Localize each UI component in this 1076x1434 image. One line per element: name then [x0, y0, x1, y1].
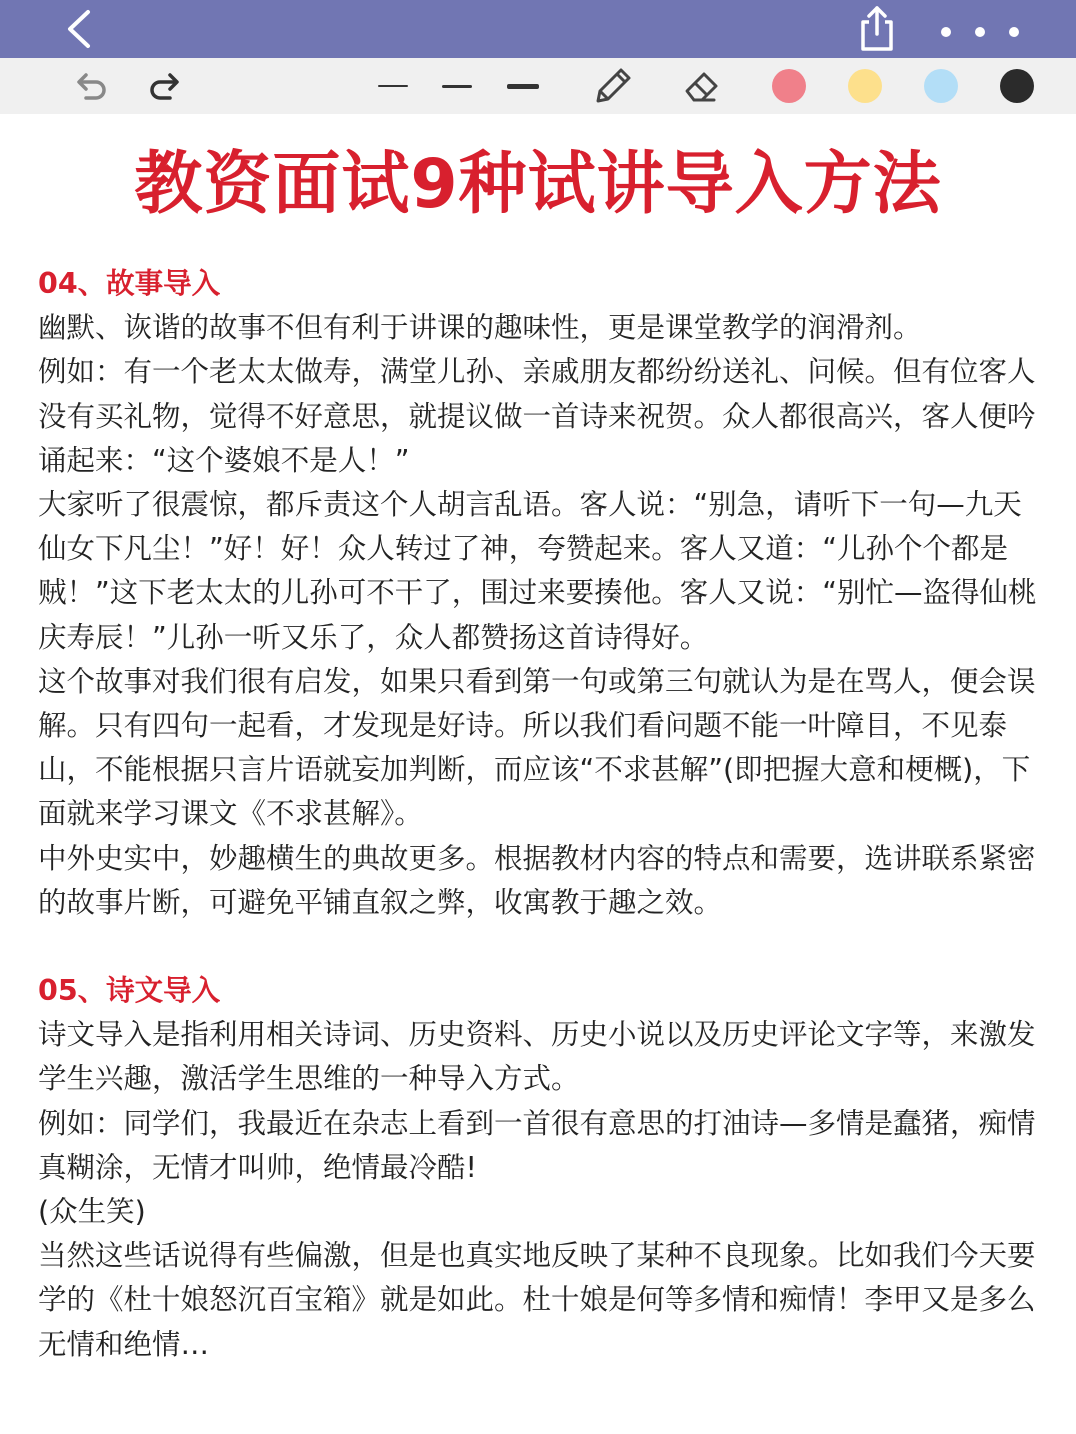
color-swatch-yellow-dot: [848, 69, 882, 103]
share-icon: [852, 2, 902, 54]
redo-icon: [146, 66, 186, 106]
redo-button[interactable]: [142, 58, 190, 114]
paragraph: 例如：有一个老太太做寿，满堂儿孙、亲戚朋友都纷纷送礼、问候。但有位客人没有买礼物，觉得不好意思，就提议做一首诗来祝贺。众人都很高兴，客人便吟诵起来：“这个婆娘不是人！”: [38, 355, 1036, 477]
paragraph: 当然这些话说得有些偏激，但是也真实地反映了某种不良现象。比如我们今天要学的《杜十娘怒沉百宝箱》就是如此。杜十娘是何等多情和痴情！李甲又是多么无情和绝情…: [38, 1239, 1036, 1361]
color-swatch-blue[interactable]: [922, 58, 960, 114]
chevron-left-icon: [58, 6, 102, 52]
color-swatch-black[interactable]: [998, 58, 1036, 114]
annotation-toolbar: [0, 58, 1076, 114]
more-dots-icon: [932, 14, 1032, 44]
share-button[interactable]: [852, 2, 902, 54]
stroke-thick-button[interactable]: [506, 58, 540, 114]
stroke-thin-icon: [378, 85, 408, 87]
color-swatch-pink[interactable]: [770, 58, 808, 114]
pen-button[interactable]: [588, 58, 638, 114]
stroke-thin-button[interactable]: [376, 58, 410, 114]
undo-button[interactable]: [66, 58, 114, 114]
paragraph: 这个故事对我们很有启发，如果只看到第一句或第三句就认为是在骂人，便会误解。只有四句一起看，才发现是好诗。所以我们看问题不能一叶障目，不见泰山，不能根据只言片语就妄加判断，而应该“不求甚解”(即把握大意和梗概)，下面就来学习课文《不求甚解》。: [38, 664, 1036, 831]
back-button[interactable]: [58, 6, 102, 52]
color-swatch-yellow[interactable]: [846, 58, 884, 114]
top-bar: [0, 0, 1076, 58]
more-button[interactable]: [932, 14, 1032, 44]
paragraph: 幽默、诙谐的故事不但有利于讲课的趣味性，更是课堂教学的润滑剂。: [38, 311, 922, 345]
document-body: [38, 262, 1038, 1367]
color-swatch-pink-dot: [772, 69, 806, 103]
document-title: 教资面试9种试讲导入方法: [134, 145, 942, 224]
stroke-medium-icon: [442, 85, 472, 88]
undo-icon: [70, 66, 110, 106]
pen-icon: [590, 63, 636, 109]
color-swatch-black-dot: [1000, 69, 1034, 103]
stroke-medium-button[interactable]: [440, 58, 474, 114]
paragraph: 中外史实中，妙趣横生的典故更多。根据教材内容的特点和需要，选讲联系紧密的故事片断，可避免平铺直叙之弊，收寓教于趣之效。: [38, 841, 1036, 919]
paragraph: 诗文导入是指利用相关诗词、历史资料、历史小说以及历史评论文字等，来激发学生兴趣，激活学生思维的一种导入方式。: [38, 1018, 1036, 1096]
eraser-button[interactable]: [676, 58, 726, 114]
section-heading-poetry: 05、诗文导入: [38, 974, 221, 1008]
eraser-icon: [678, 63, 724, 109]
paragraph: 大家听了很震惊，都斥责这个人胡言乱语。客人说：“别急，请听下一句—九天仙女下凡尘！”好！好！众人转过了神，夸赞起来。客人又道：“儿孙个个都是贼！”这下老太太的儿孙可不干了，围过来要揍他。客人又说：“别忙—盗得仙桃庆寿辰！”儿孙一听又乐了，众人都赞扬这首诗得好。: [38, 488, 1037, 654]
color-swatch-blue-dot: [924, 69, 958, 103]
stroke-thick-icon: [507, 84, 539, 89]
section-gap: [38, 925, 1038, 969]
paragraph: 例如：同学们，我最近在杂志上看到一首很有意思的打油诗—多情是蠢猪，痴情真糊涂，无情才叫帅，绝情最冷酷!: [38, 1106, 1036, 1184]
paragraph: (众生笑): [38, 1195, 146, 1229]
section-heading-story: 04、故事导入: [38, 267, 221, 300]
